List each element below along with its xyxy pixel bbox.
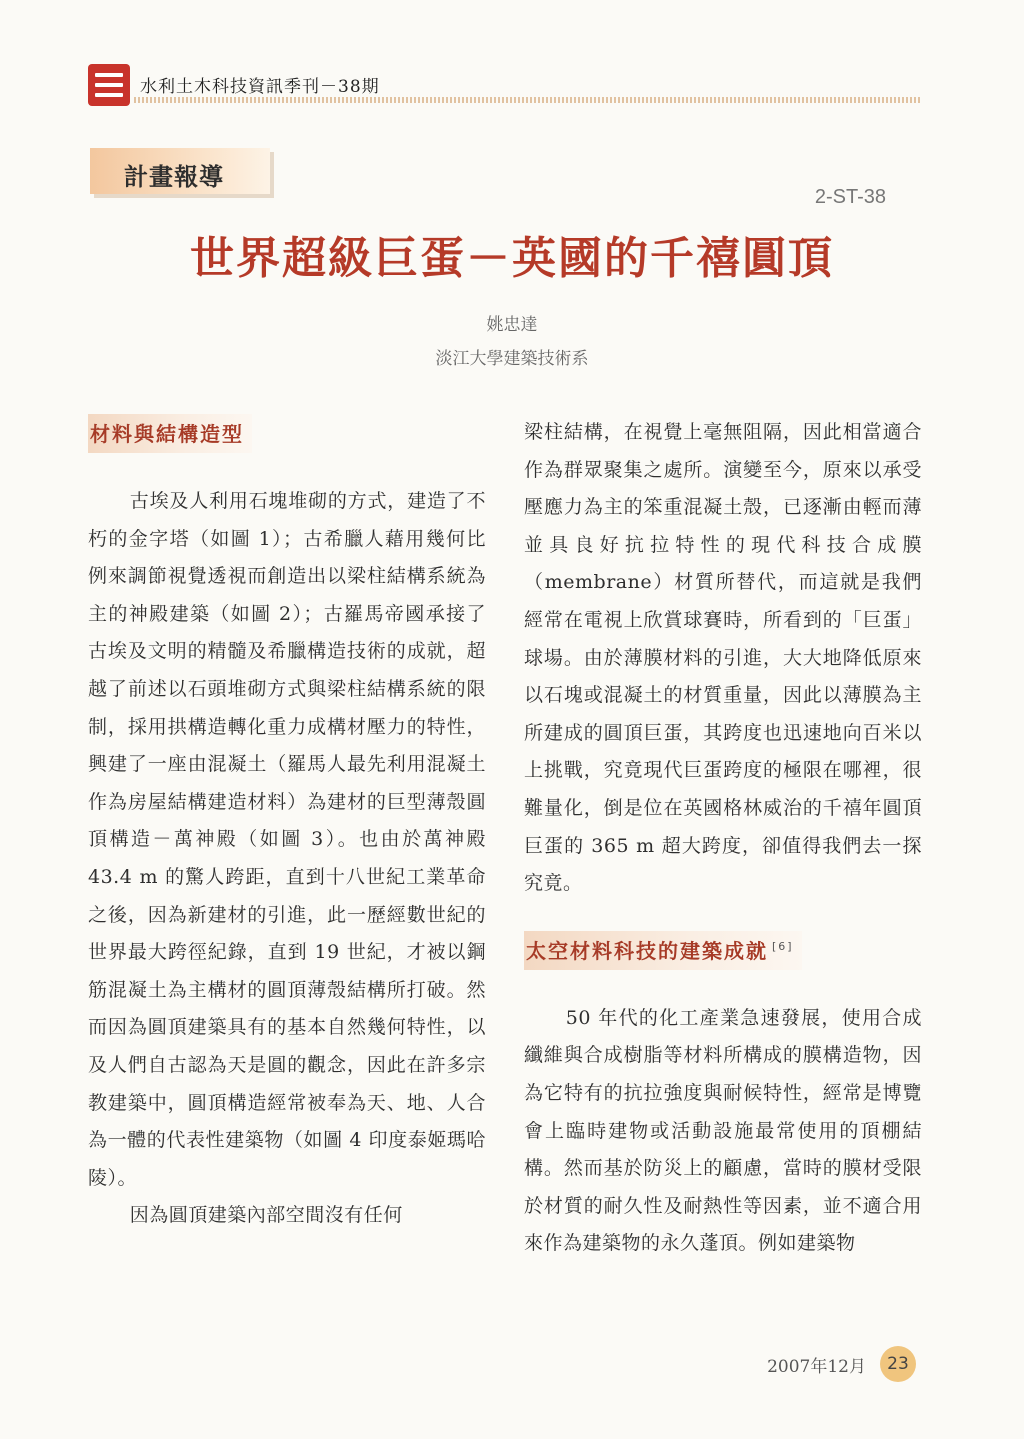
section-heading-space-tech: [524, 931, 802, 970]
section-tag: [90, 148, 270, 194]
heading-text: 太空材料科技的建築成就: [526, 938, 768, 963]
body-paragraph: 50 年代的化工產業急速發展，使用合成纖維與合成樹脂等材料所構成的膜構造物，因為它特有的抗拉強度與耐候特性，經常是博覽會上臨時建物或活動設施最常使用的頂棚結構。然而基於防災上的顧慮，當時的膜材受限於材質的耐久性及耐熱性等因素，並不適合用來作為建築物的永久蓬頂。例如建築物: [524, 1006, 922, 1255]
body-paragraph: 古埃及人利用石塊堆砌的方式，建造了不朽的金字塔（如圖 1）；古希臘人藉用幾何比例來調節視覺透視而創造出以梁柱結構系統為主的神殿建築（如圖 2）；古羅馬帝國承接了古埃及文明的精髓及希臘構造技術的成就，超越了前述以石頭堆砌方式與梁柱結構系統的限制，採用拱構造轉化重力成構材壓力的特性，興建了一座由混凝土（羅馬人最先利用混凝土作為房屋結構建造材料）為建材的巨型薄殼圓頂構造－萬神殿（如圖 3）。也由於萬神殿 43.4 m 的驚人跨距，直到十八世紀工業革命之後，因為新建材的引進，此一歷經數世紀的世界最大跨徑紀錄，直到 19 世紀，才被以鋼筋混凝土為主構材的圓頂薄殼結構所打破。然而因為圓頂建築具有的基本自然幾何特性，以及人們自古認為天是圓的觀念，因此在許多宗教建築中，圓頂構造經常被奉為天、地、人合為一體的代表性建築物（如圖 4 印度泰姬瑪哈陵）。: [88, 490, 486, 1189]
body-paragraph: 因為圓頂建築內部空間沒有任何: [129, 1204, 403, 1227]
page-number: 23: [880, 1346, 916, 1382]
section-heading-materials: 材料與結構造型: [88, 414, 252, 453]
reference-marker: [6]: [772, 940, 794, 954]
right-column: [524, 414, 922, 1263]
header-divider: [134, 97, 920, 103]
body-paragraph: 梁柱結構，在視覺上毫無阻隔，因此相當適合作為群眾聚集之處所。演變至今，原來以承受壓應力為主的笨重混凝土殼，已逐漸由輕而薄並具良好抗拉特性的現代科技合成膜（membrane）材質所替代，而這就是我們經常在電視上欣賞球賽時，所看到的「巨蛋」球場。由於薄膜材料的引進，大大地降低原來以石塊或混凝土的材質重量，因此以薄膜為主所建成的圓頂巨蛋，其跨度也迅速地向百米以上挑戰，究竟現代巨蛋跨度的極限在哪裡，很難量化，倒是位在英國格林威治的千禧年圓頂巨蛋的 365 m 超大跨度，卻值得我們去一探究竟。: [524, 421, 922, 895]
journal-logo-icon: [88, 64, 130, 106]
article-code: 2-ST-38: [814, 186, 886, 208]
journal-title: 水利土木科技資訊季刊－38期: [140, 77, 380, 97]
article-title: 世界超級巨蛋－英國的千禧圓頂: [190, 233, 834, 284]
author-affiliation: 淡江大學建築技術系: [435, 349, 589, 369]
issue-date: 2007年12月: [767, 1357, 866, 1377]
left-column: [88, 414, 486, 1235]
author-name: 姚忠達: [486, 315, 538, 335]
section-tag-label: 計畫報導: [124, 163, 224, 191]
